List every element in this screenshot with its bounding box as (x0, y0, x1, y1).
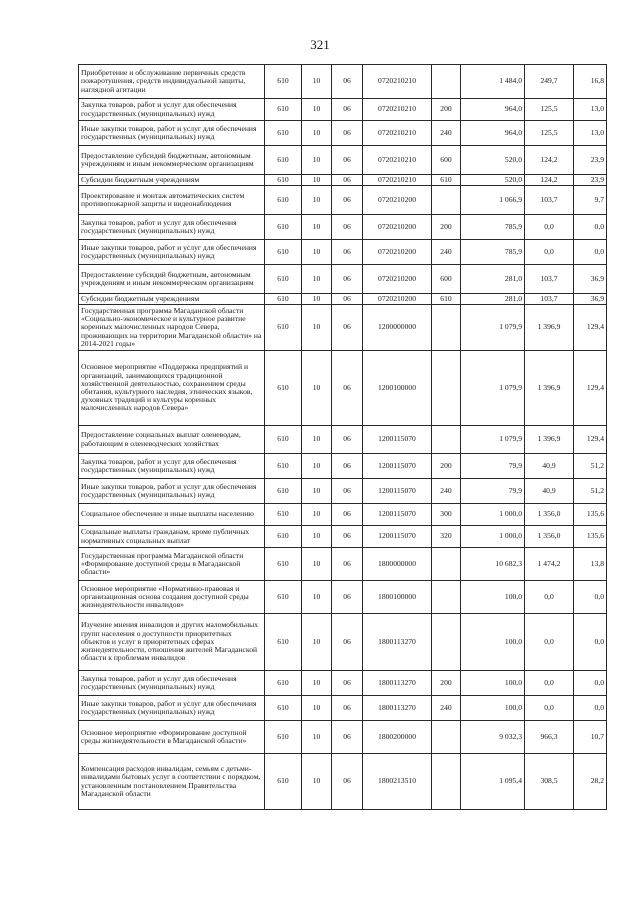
row-fact: 103,7 (525, 265, 574, 294)
row-ved: 610 (265, 99, 302, 121)
row-csr: 1200000000 (363, 305, 432, 351)
row-ved: 610 (265, 754, 302, 810)
row-plan: 100,0 (461, 671, 525, 696)
row-vr (432, 426, 461, 454)
row-pct: 28,2 (574, 754, 607, 810)
row-csr: 0720210210 (363, 99, 432, 121)
row-fact: 103,7 (525, 294, 574, 305)
row-pct: 135,6 (574, 526, 607, 548)
row-pct: 129,4 (574, 305, 607, 351)
row-pct: 51,2 (574, 479, 607, 504)
row-fact: 124,2 (525, 146, 574, 175)
row-vr: 200 (432, 454, 461, 479)
row-pr: 06 (332, 215, 363, 240)
row-pr: 06 (332, 721, 363, 754)
row-rz: 10 (302, 426, 332, 454)
row-pct: 0,0 (574, 581, 607, 614)
row-pr: 06 (332, 305, 363, 351)
table-row (79, 99, 607, 121)
row-fact: 1 356,0 (525, 504, 574, 526)
row-plan: 100,0 (461, 696, 525, 721)
row-rz: 10 (302, 721, 332, 754)
table-body (79, 65, 607, 810)
row-name: Основное мероприятие «Нормативно-правовая и организационная основа создания доступной среды жизнедеятельности инвалидов» (79, 581, 265, 614)
row-name: Предоставление субсидий бюджетным, автономным учреждениям и иным некоммерческим организациям (79, 146, 265, 175)
row-fact: 0,0 (525, 240, 574, 265)
row-pct: 13,8 (574, 548, 607, 581)
row-rz: 10 (302, 121, 332, 146)
row-csr: 1200115070 (363, 504, 432, 526)
row-plan: 520,0 (461, 146, 525, 175)
row-name: Закупка товаров, работ и услуг для обеспечения государственных (муниципальных) нужд (79, 99, 265, 121)
row-pr: 06 (332, 754, 363, 810)
row-fact: 40,9 (525, 479, 574, 504)
row-ved: 610 (265, 294, 302, 305)
row-plan: 1 484,0 (461, 65, 525, 99)
row-csr: 0720210210 (363, 175, 432, 186)
row-plan: 785,9 (461, 215, 525, 240)
row-fact: 308,5 (525, 754, 574, 810)
row-pct: 36,9 (574, 294, 607, 305)
row-pr: 06 (332, 581, 363, 614)
row-ved: 610 (265, 504, 302, 526)
row-plan: 1 079,9 (461, 426, 525, 454)
table-row (79, 581, 607, 614)
row-rz: 10 (302, 614, 332, 671)
row-name: Государственная программа Магаданской области «Социально-экономическое и культурное развитие коренных малочисленных народов Севера, проживающих на территории Магаданской области» на 2014-2021 годы» (79, 305, 265, 351)
row-ved: 610 (265, 351, 302, 426)
table-row (79, 65, 607, 99)
row-csr: 0720210200 (363, 265, 432, 294)
row-pct: 23,9 (574, 146, 607, 175)
row-csr: 1800113270 (363, 696, 432, 721)
row-plan: 9 032,3 (461, 721, 525, 754)
row-vr: 200 (432, 671, 461, 696)
row-plan: 79,9 (461, 454, 525, 479)
row-pct: 129,4 (574, 426, 607, 454)
row-pr: 06 (332, 294, 363, 305)
row-ved: 610 (265, 479, 302, 504)
row-name: Предоставление субсидий бюджетным, автономным учреждениям и иным некоммерческим организациям (79, 265, 265, 294)
row-csr: 1800113270 (363, 614, 432, 671)
row-rz: 10 (302, 294, 332, 305)
row-pr: 06 (332, 614, 363, 671)
row-fact: 124,2 (525, 175, 574, 186)
row-ved: 610 (265, 426, 302, 454)
table-row (79, 240, 607, 265)
row-csr: 1800113270 (363, 671, 432, 696)
row-ved: 610 (265, 215, 302, 240)
row-csr: 0720210210 (363, 121, 432, 146)
row-rz: 10 (302, 548, 332, 581)
row-pct: 9,7 (574, 186, 607, 215)
row-pct: 13,0 (574, 99, 607, 121)
row-plan: 1 079,9 (461, 305, 525, 351)
table-row (79, 175, 607, 186)
row-pr: 06 (332, 526, 363, 548)
row-ved: 610 (265, 614, 302, 671)
row-pct: 23,9 (574, 175, 607, 186)
row-pct: 0,0 (574, 671, 607, 696)
row-ved: 610 (265, 186, 302, 215)
row-pct: 36,9 (574, 265, 607, 294)
table-row (79, 215, 607, 240)
row-name: Субсидии бюджетным учреждениям (79, 175, 265, 186)
table-row (79, 426, 607, 454)
row-rz: 10 (302, 65, 332, 99)
row-name: Приобретение и обслуживание первичных средств пожаротушения, средств индивидуальной защиты, наглядной агитации (79, 65, 265, 99)
row-rz: 10 (302, 215, 332, 240)
row-pct: 0,0 (574, 240, 607, 265)
row-vr (432, 581, 461, 614)
row-name: Основное мероприятие «Формирование доступной среды жизнедеятельности в Магаданской области» (79, 721, 265, 754)
row-pr: 06 (332, 240, 363, 265)
row-rz: 10 (302, 175, 332, 186)
table-row (79, 548, 607, 581)
row-plan: 281,0 (461, 294, 525, 305)
row-pr: 06 (332, 99, 363, 121)
row-csr: 1200115070 (363, 454, 432, 479)
row-name: Закупка товаров, работ и услуг для обеспечения государственных (муниципальных) нужд (79, 454, 265, 479)
row-vr: 320 (432, 526, 461, 548)
row-csr: 0720210210 (363, 65, 432, 99)
row-vr: 240 (432, 696, 461, 721)
row-plan: 1 095,4 (461, 754, 525, 810)
row-name: Социальные выплаты гражданам, кроме публичных нормативных социальных выплат (79, 526, 265, 548)
row-ved: 610 (265, 581, 302, 614)
row-fact: 0,0 (525, 215, 574, 240)
row-name: Государственная программа Магаданской области «Формирование доступной среды в Магаданской области» (79, 548, 265, 581)
table-row (79, 671, 607, 696)
row-vr: 240 (432, 121, 461, 146)
row-pr: 06 (332, 426, 363, 454)
row-pr: 06 (332, 265, 363, 294)
row-fact: 0,0 (525, 696, 574, 721)
row-vr: 300 (432, 504, 461, 526)
row-ved: 610 (265, 175, 302, 186)
row-ved: 610 (265, 65, 302, 99)
row-fact: 125,5 (525, 99, 574, 121)
table-row (79, 454, 607, 479)
row-csr: 1200100000 (363, 351, 432, 426)
row-csr: 0720210200 (363, 186, 432, 215)
row-rz: 10 (302, 186, 332, 215)
row-pr: 06 (332, 65, 363, 99)
row-name: Иные закупки товаров, работ и услуг для обеспечения государственных (муниципальных) нужд (79, 121, 265, 146)
row-plan: 1 000,0 (461, 504, 525, 526)
row-vr (432, 65, 461, 99)
row-pr: 06 (332, 671, 363, 696)
table-row (79, 294, 607, 305)
row-name: Проектирование и монтаж автоматических систем противопожарной защиты и видеонаблюдения (79, 186, 265, 215)
row-ved: 610 (265, 265, 302, 294)
row-fact: 40,9 (525, 454, 574, 479)
table-row (79, 305, 607, 351)
row-rz: 10 (302, 99, 332, 121)
row-pct: 0,0 (574, 696, 607, 721)
row-csr: 0720210200 (363, 215, 432, 240)
budget-table (78, 64, 607, 810)
row-pr: 06 (332, 121, 363, 146)
row-fact: 966,3 (525, 721, 574, 754)
row-pct: 13,0 (574, 121, 607, 146)
row-rz: 10 (302, 305, 332, 351)
page-number: 321 (310, 37, 330, 52)
row-ved: 610 (265, 548, 302, 581)
row-plan: 1 066,9 (461, 186, 525, 215)
row-fact: 249,7 (525, 65, 574, 99)
table-row (79, 614, 607, 671)
table-row (79, 479, 607, 504)
row-rz: 10 (302, 696, 332, 721)
row-vr (432, 721, 461, 754)
row-name: Субсидии бюджетным учреждениям (79, 294, 265, 305)
row-plan: 785,9 (461, 240, 525, 265)
row-csr: 1200115070 (363, 479, 432, 504)
row-rz: 10 (302, 526, 332, 548)
row-csr: 1200115070 (363, 526, 432, 548)
row-pr: 06 (332, 454, 363, 479)
row-ved: 610 (265, 671, 302, 696)
table-row (79, 504, 607, 526)
row-fact: 1 396,9 (525, 351, 574, 426)
row-plan: 1 079,9 (461, 351, 525, 426)
row-vr: 600 (432, 146, 461, 175)
row-fact: 103,7 (525, 186, 574, 215)
row-pr: 06 (332, 146, 363, 175)
row-name: Иные закупки товаров, работ и услуг для обеспечения государственных (муниципальных) нужд (79, 240, 265, 265)
table-row (79, 146, 607, 175)
row-vr (432, 305, 461, 351)
row-pct: 16,8 (574, 65, 607, 99)
table-row (79, 526, 607, 548)
table-row (79, 186, 607, 215)
row-rz: 10 (302, 265, 332, 294)
row-pct: 129,4 (574, 351, 607, 426)
row-ved: 610 (265, 454, 302, 479)
row-vr (432, 351, 461, 426)
row-pr: 06 (332, 504, 363, 526)
row-name: Иные закупки товаров, работ и услуг для обеспечения государственных (муниципальных) нужд (79, 696, 265, 721)
row-ved: 610 (265, 696, 302, 721)
row-plan: 281,0 (461, 265, 525, 294)
row-pr: 06 (332, 351, 363, 426)
table-row (79, 265, 607, 294)
row-rz: 10 (302, 454, 332, 479)
row-pr: 06 (332, 175, 363, 186)
row-rz: 10 (302, 146, 332, 175)
row-fact: 1 396,9 (525, 426, 574, 454)
row-rz: 10 (302, 671, 332, 696)
table-row (79, 351, 607, 426)
row-rz: 10 (302, 479, 332, 504)
row-csr: 0720210200 (363, 240, 432, 265)
row-csr: 1800100000 (363, 581, 432, 614)
row-pct: 135,6 (574, 504, 607, 526)
row-fact: 1 356,0 (525, 526, 574, 548)
row-plan: 964,0 (461, 99, 525, 121)
row-pct: 10,7 (574, 721, 607, 754)
row-rz: 10 (302, 754, 332, 810)
row-csr: 1800213510 (363, 754, 432, 810)
row-plan: 10 682,3 (461, 548, 525, 581)
row-fact: 0,0 (525, 614, 574, 671)
row-name: Предоставление социальных выплат оленеводам, работающим в оленеводческих хозяйствах (79, 426, 265, 454)
row-vr (432, 186, 461, 215)
table-row (79, 696, 607, 721)
row-vr: 610 (432, 294, 461, 305)
row-ved: 610 (265, 121, 302, 146)
row-name: Иные закупки товаров, работ и услуг для обеспечения государственных (муниципальных) нужд (79, 479, 265, 504)
row-csr: 1800000000 (363, 548, 432, 581)
row-ved: 610 (265, 240, 302, 265)
row-rz: 10 (302, 581, 332, 614)
table-row (79, 754, 607, 810)
table-row (79, 721, 607, 754)
row-vr: 240 (432, 240, 461, 265)
row-csr: 0720210200 (363, 294, 432, 305)
row-vr (432, 548, 461, 581)
row-rz: 10 (302, 351, 332, 426)
row-pr: 06 (332, 696, 363, 721)
row-fact: 125,5 (525, 121, 574, 146)
row-plan: 964,0 (461, 121, 525, 146)
row-ved: 610 (265, 146, 302, 175)
row-vr: 240 (432, 479, 461, 504)
row-csr: 1800200000 (363, 721, 432, 754)
row-name: Социальное обеспечение и иные выплаты населению (79, 504, 265, 526)
row-fact: 1 396,9 (525, 305, 574, 351)
row-name: Компенсация расходов инвалидам, семьям с детьми-инвалидами бытовых услуг в соответствии с порядком, установленным постановлением Правительства Магаданской области (79, 754, 265, 810)
row-vr: 200 (432, 215, 461, 240)
row-ved: 610 (265, 305, 302, 351)
row-fact: 1 474,2 (525, 548, 574, 581)
row-ved: 610 (265, 721, 302, 754)
row-plan: 520,0 (461, 175, 525, 186)
row-pct: 0,0 (574, 614, 607, 671)
row-pr: 06 (332, 479, 363, 504)
row-pct: 51,2 (574, 454, 607, 479)
row-plan: 100,0 (461, 614, 525, 671)
row-plan: 1 000,0 (461, 526, 525, 548)
row-name: Изучение мнения инвалидов и других маломобильных групп населения о доступности приоритетных объектов и услуг в приоритетных сферах жизнедеятельности, отношения жителей Магаданской области к проблемам инвалидов (79, 614, 265, 671)
row-plan: 79,9 (461, 479, 525, 504)
row-csr: 0720210210 (363, 146, 432, 175)
row-name: Закупка товаров, работ и услуг для обеспечения государственных (муниципальных) нужд (79, 671, 265, 696)
row-name: Основное мероприятие «Поддержка предприятий и организаций, занимающихся традиционной хозяйственной деятельностью, сохранением среды обитания, культурного наследия, этнических языков, духовных традиций и культуры коренных малочисленных народов Севера» (79, 351, 265, 426)
row-csr: 1200115070 (363, 426, 432, 454)
row-pr: 06 (332, 186, 363, 215)
row-rz: 10 (302, 240, 332, 265)
row-fact: 0,0 (525, 581, 574, 614)
row-vr: 200 (432, 99, 461, 121)
row-pr: 06 (332, 548, 363, 581)
row-vr: 610 (432, 175, 461, 186)
row-vr (432, 614, 461, 671)
row-vr: 600 (432, 265, 461, 294)
row-rz: 10 (302, 504, 332, 526)
row-name: Закупка товаров, работ и услуг для обеспечения государственных (муниципальных) нужд (79, 215, 265, 240)
row-fact: 0,0 (525, 671, 574, 696)
table-row (79, 121, 607, 146)
row-ved: 610 (265, 526, 302, 548)
row-vr (432, 754, 461, 810)
row-pct: 0,0 (574, 215, 607, 240)
row-plan: 100,0 (461, 581, 525, 614)
